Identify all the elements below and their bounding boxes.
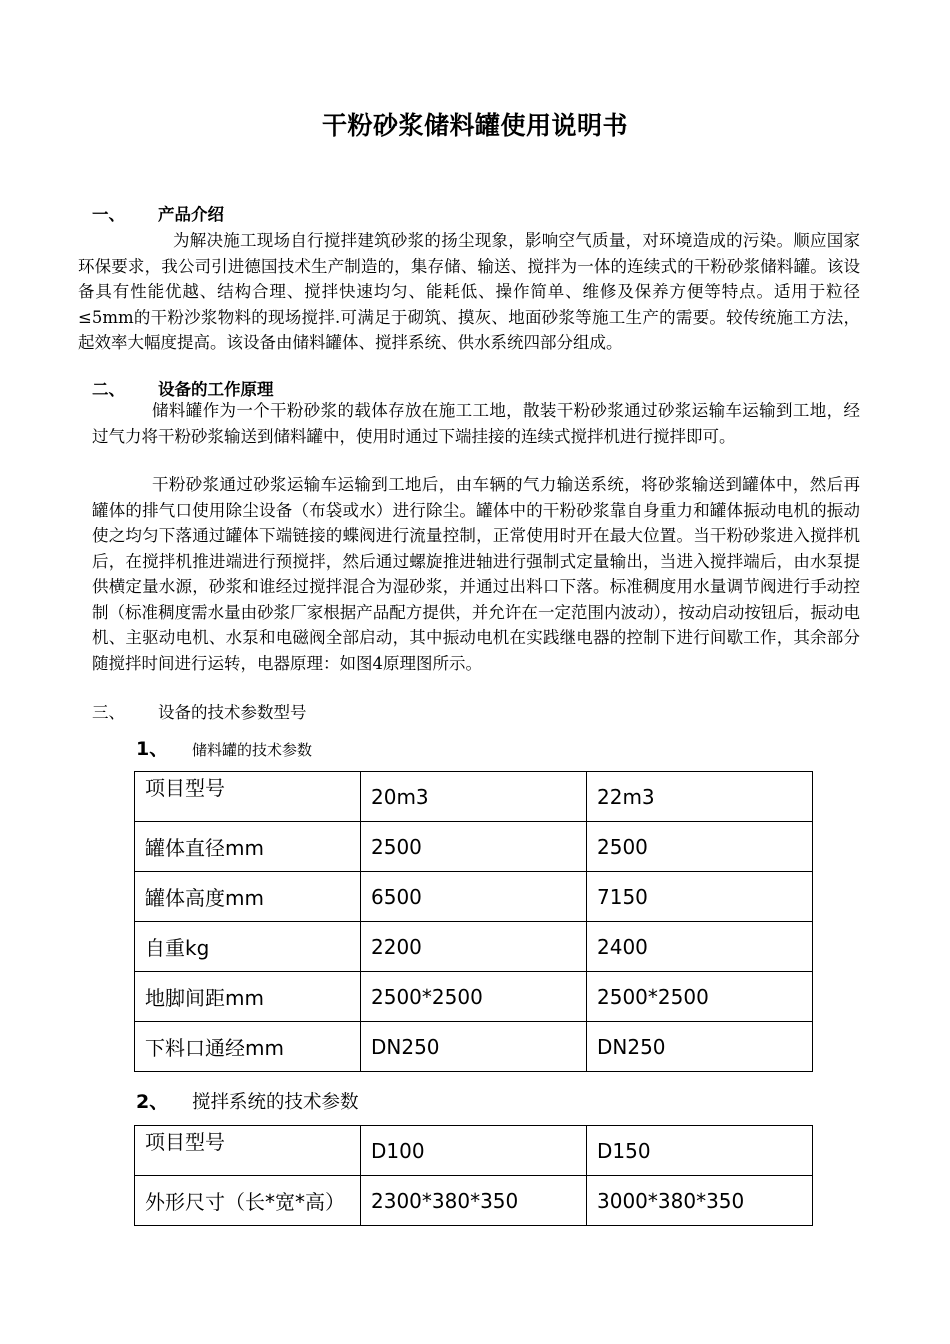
table-cell: 7150 bbox=[587, 872, 813, 922]
table-cell: 自重kg bbox=[135, 922, 361, 972]
table-row bbox=[135, 872, 813, 922]
table-row bbox=[135, 822, 813, 872]
section-number: 二、 bbox=[92, 380, 125, 399]
table-cell: D100 bbox=[361, 1126, 587, 1176]
section-number: 一、 bbox=[92, 205, 125, 224]
table-cell: 2300*380*350 bbox=[361, 1176, 587, 1226]
page-title: 干粉砂浆储料罐使用说明书 bbox=[321, 111, 628, 140]
table-cell: 20m3 bbox=[361, 772, 587, 822]
principle-paragraph-2: 干粉砂浆通过砂浆运输车运输到工地后，由车辆的气力输送系统，将砂浆输送到罐体中，然后再罐体的排气口使用除尘设备（布袋或水）进行除尘。罐体中的干粉砂浆靠自身重力和罐体振动电机的振动使之均匀下落通过罐体下端链接的蝶阀进行流量控制，正常使用时开在最大位置。当干粉砂浆进入搅拌机后，在搅拌机推进端进行预搅拌，然后通过螺旋推进轴进行强制式定量输出，当进入搅拌端后，由水泵提供横定量水源，砂浆和谁经过搅拌混合为湿砂浆，并通过出料口下落。标准稠度用水量调节阀进行手动控制（标准稠度需水量由砂浆厂家根据产品配方提供，并允许在一定范围内波动），按动启动按钮后，振动电机、主驱动电机、水泵和电磁阀全部启动，其中振动电机在实践继电器的控制下进行间歇工作，其余部分随搅拌时间进行运转，电器原理：如图4原理图所示。 bbox=[92, 475, 860, 673]
table-cell: 3000*380*350 bbox=[587, 1176, 813, 1226]
table-cell: 项目型号 bbox=[135, 772, 361, 822]
tank-spec-table bbox=[134, 771, 813, 1072]
section-label: 设备的工作原理 bbox=[158, 380, 274, 399]
table-row bbox=[135, 1022, 813, 1072]
subsection-number: 2、 bbox=[136, 1091, 169, 1113]
subsection-heading-mixer bbox=[136, 1087, 359, 1114]
table-cell: 2400 bbox=[587, 922, 813, 972]
table-cell: DN250 bbox=[587, 1022, 813, 1072]
section-heading-specs bbox=[92, 699, 307, 723]
table-cell: 地脚间距mm bbox=[135, 972, 361, 1022]
mixer-spec-table bbox=[134, 1125, 813, 1226]
subsection-number: 1、 bbox=[136, 738, 169, 760]
table-cell: 罐体高度mm bbox=[135, 872, 361, 922]
table-cell: 外形尺寸（长*宽*高） bbox=[135, 1176, 361, 1226]
table-cell: 下料口通经mm bbox=[135, 1022, 361, 1072]
subsection-label: 搅拌系统的技术参数 bbox=[192, 1092, 359, 1113]
section-label: 设备的技术参数型号 bbox=[158, 703, 307, 722]
table-cell: 2500 bbox=[361, 822, 587, 872]
table-row bbox=[135, 772, 813, 822]
table-row bbox=[135, 972, 813, 1022]
table-cell: 项目型号 bbox=[135, 1126, 361, 1176]
table-row bbox=[135, 922, 813, 972]
intro-paragraph: 为解决施工现场自行搅拌建筑砂浆的扬尘现象，影响空气质量，对环境造成的污染。顺应国家环保要求，我公司引进德国技术生产制造的，集存储、输送、搅拌为一体的连续式的干粉砂浆储料罐。该设备具有性能优越、结构合理、搅拌快速均匀、能耗低、操作简单、维修及保养方便等特点。适用于粒径≤5mm的干粉沙浆物料的现场搅拌.可满足于砌筑、摸灰、地面砂浆等施工生产的需要。较传统施工方法，起效率大幅度提高。该设备由储料罐体、搅拌系统、供水系统四部分组成。 bbox=[78, 231, 860, 352]
table-cell: 2500*2500 bbox=[361, 972, 587, 1022]
table-cell: 22m3 bbox=[587, 772, 813, 822]
table-cell: 罐体直径mm bbox=[135, 822, 361, 872]
section-number: 三、 bbox=[92, 703, 125, 722]
table-row bbox=[135, 1176, 813, 1226]
table-cell: DN250 bbox=[361, 1022, 587, 1072]
principle-paragraph-1: 储料罐作为一个干粉砂浆的载体存放在施工工地，散装干粉砂浆通过砂浆运输车运输到工地，经过气力将干粉砂浆输送到储料罐中，使用时通过下端挂接的连续式搅拌机进行搅拌即可。 bbox=[92, 401, 860, 446]
section-label: 产品介绍 bbox=[158, 205, 224, 224]
section-heading-intro bbox=[92, 201, 224, 225]
subsection-label: 储料罐的技术参数 bbox=[192, 741, 313, 759]
table-cell: 2200 bbox=[361, 922, 587, 972]
subsection-heading-tank bbox=[136, 734, 312, 761]
table-cell: D150 bbox=[587, 1126, 813, 1176]
table-cell: 2500 bbox=[587, 822, 813, 872]
table-row bbox=[135, 1126, 813, 1176]
table-cell: 2500*2500 bbox=[587, 972, 813, 1022]
table-cell: 6500 bbox=[361, 872, 587, 922]
section-heading-principle bbox=[92, 376, 274, 400]
